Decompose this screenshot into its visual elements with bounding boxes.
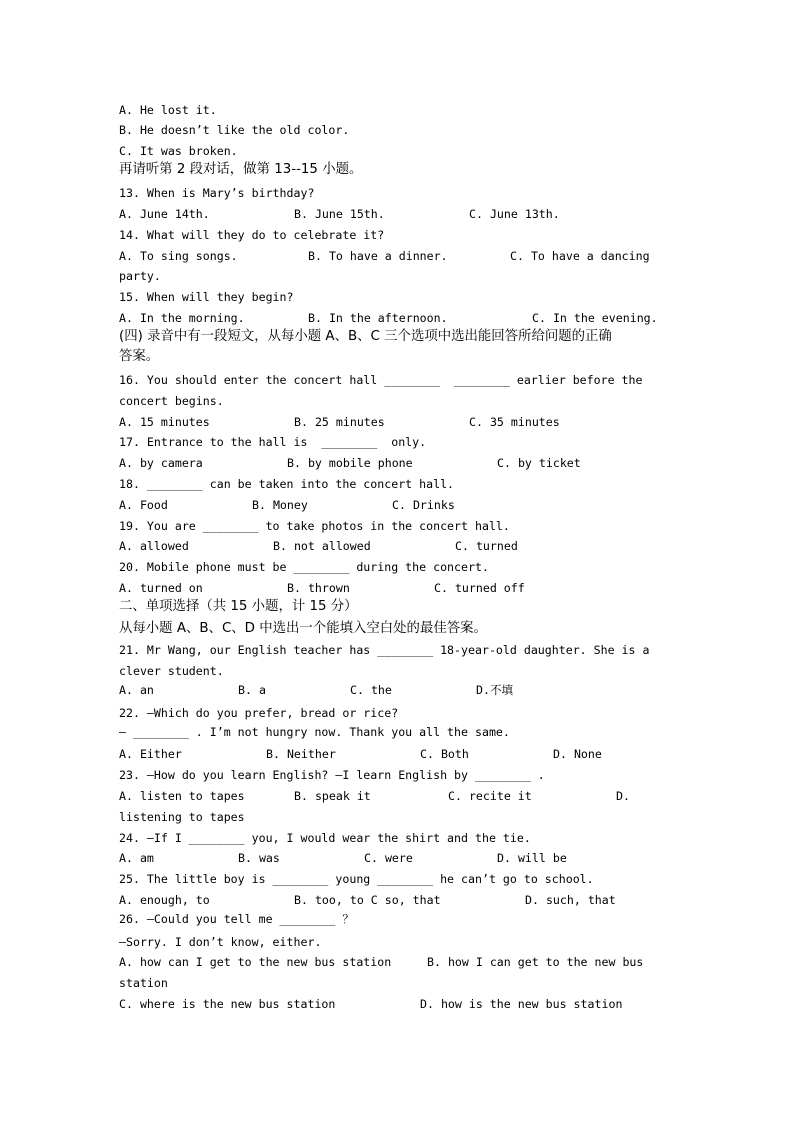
- question-text: —Sorry. I don’t know, either.: [119, 935, 322, 949]
- answer-option: B. a: [238, 683, 266, 697]
- answer-option: C. were: [364, 851, 413, 865]
- answer-option: A. Either: [119, 747, 182, 761]
- question-text: B. He doesn’t like the old color.: [119, 123, 350, 137]
- answer-option: A. how can I get to the new bus station: [119, 955, 392, 969]
- answer-option: B. how I can get to the new bus: [427, 955, 644, 969]
- answer-option: C. by ticket: [497, 456, 581, 470]
- question-text: 18. ________ can be taken into the concert hall.: [119, 477, 455, 491]
- question-text: A. He lost it.: [119, 103, 217, 117]
- answer-option: B. not allowed: [273, 539, 371, 553]
- answer-option: B. June 15th.: [294, 207, 385, 221]
- question-text: 20. Mobile phone must be ________ during the concert.: [119, 560, 489, 574]
- answer-option: B. In the afternoon.: [308, 311, 448, 325]
- question-text: 25. The little boy is ________ young ________ he can’t go to school.: [119, 872, 594, 886]
- answer-option: A. June 14th.: [119, 207, 210, 221]
- answer-option: A. turned on: [119, 581, 203, 595]
- answer-option: C. where is the new bus station: [119, 997, 336, 1011]
- answer-option: B. Neither: [266, 747, 336, 761]
- answer-option: D.: [616, 789, 630, 803]
- section-instruction: 答案。: [119, 349, 160, 364]
- answer-option: D. will be: [497, 851, 567, 865]
- answer-option: D. None: [553, 747, 602, 761]
- question-text: listening to tapes: [119, 810, 245, 824]
- answer-option: B. was: [238, 851, 280, 865]
- answer-option: B. To have a dinner.: [308, 249, 448, 263]
- answer-option: D. how is the new bus station: [420, 997, 623, 1011]
- question-text: 16. You should enter the concert hall ________ ________ earlier before the: [119, 373, 643, 387]
- question-text: 24. —If I ________ you, I would wear the shirt and the tie.: [119, 831, 531, 845]
- answer-option: D. such, that: [525, 893, 616, 907]
- question-text: concert begins.: [119, 394, 224, 408]
- answer-option: B. too, to C so, that: [294, 893, 441, 907]
- answer-option: B. Money: [252, 498, 308, 512]
- answer-option: A. allowed: [119, 539, 189, 553]
- answer-option: A. To sing songs.: [119, 249, 238, 263]
- question-text: — ________ . I’m not hungry now. Thank you all the same.: [119, 725, 510, 739]
- section-instruction: 再请听第 2 段对话，做第 13--15 小题。: [119, 162, 363, 177]
- question-text: 17. Entrance to the hall is ________ only.: [119, 435, 427, 449]
- answer-option: A. 15 minutes: [119, 415, 210, 429]
- question-text: 21. Mr Wang, our English teacher has ________ 18-year-old daughter. She is a: [119, 643, 650, 657]
- answer-option: C. Both: [420, 747, 469, 761]
- answer-option: A. In the morning.: [119, 311, 245, 325]
- question-text: 15. When will they begin?: [119, 290, 294, 304]
- question-text: clever student.: [119, 664, 224, 678]
- answer-option: B. by mobile phone: [287, 456, 413, 470]
- answer-option: B. thrown: [287, 581, 350, 595]
- answer-option: A. am: [119, 851, 154, 865]
- answer-option: A. an: [119, 683, 154, 697]
- question-text: 23. —How do you learn English? —I learn English by ________ .: [119, 768, 545, 782]
- answer-option: C. In the evening.: [532, 311, 658, 325]
- question-text: C. It was broken.: [119, 144, 238, 158]
- answer-option: C. To have a dancing: [510, 249, 650, 263]
- section-instruction: 从每小题 A、B、C、D 中选出一个能填入空白处的最佳答案。: [119, 621, 487, 636]
- question-text: 13. When is Mary’s birthday?: [119, 186, 315, 200]
- answer-option: C. turned off: [434, 581, 525, 595]
- answer-option: B. speak it: [294, 789, 371, 803]
- question-text: 19. You are ________ to take photos in the concert hall.: [119, 519, 510, 533]
- answer-option: C. turned: [455, 539, 518, 553]
- section-instruction: 二、单项选择（共 15 小题，计 15 分）: [119, 599, 358, 614]
- answer-option: C. the: [350, 683, 392, 697]
- answer-option: A. Food: [119, 498, 168, 512]
- answer-option: A. listen to tapes: [119, 789, 245, 803]
- answer-option: C. June 13th.: [469, 207, 560, 221]
- answer-option: A. by camera: [119, 456, 203, 470]
- question-text: 14. What will they do to celebrate it?: [119, 228, 385, 242]
- question-text: station: [119, 976, 168, 990]
- answer-option: C. 35 minutes: [469, 415, 560, 429]
- answer-option: B. 25 minutes: [294, 415, 385, 429]
- answer-option: A. enough, to: [119, 893, 210, 907]
- answer-option: C. Drinks: [392, 498, 455, 512]
- answer-option: D.不填: [476, 683, 514, 697]
- question-text: party.: [119, 269, 161, 283]
- question-text: 26. —Could you tell me ________ ？: [119, 912, 354, 926]
- question-text: 22. —Which do you prefer, bread or rice?: [119, 706, 399, 720]
- answer-option: C. recite it: [448, 789, 532, 803]
- section-instruction: (四) 录音中有一段短文，从每小题 A、B、C 三个选项中选出能回答所给问题的正确: [119, 329, 612, 344]
